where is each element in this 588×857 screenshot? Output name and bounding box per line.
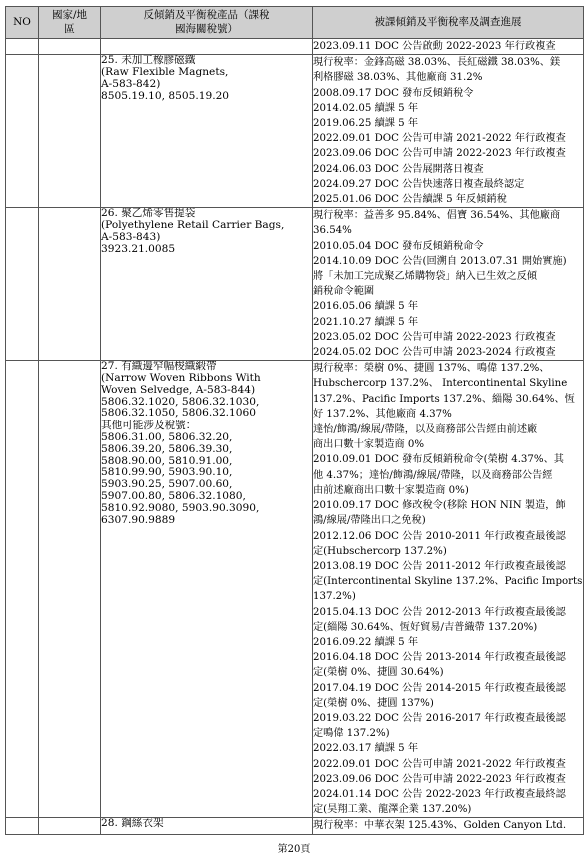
product-cell: [101, 818, 313, 834]
progress-line: 2014.02.05 續課 5 年: [313, 102, 419, 114]
progress-line: 2010.09.17 DOC 修改稅令(移除 HON NIN 製造，飾: [313, 500, 566, 512]
product-line: 8505.19.10, 8505.19.20: [101, 90, 230, 102]
progress-line: 定(Hubschercorp 137.2%): [313, 545, 447, 557]
table-row-case-28: [6, 818, 584, 834]
header-no: NO: [6, 7, 39, 39]
progress-line: 定(榮樹 0%、捷圓 137%): [313, 697, 434, 709]
progress-line: 現行稅率：益善多 95.84%、倡寶 36.54%、其他廠商: [313, 210, 561, 222]
progress-line: 定(榮樹 0%、捷圓 30.64%): [313, 667, 444, 679]
progress-line: 137.2%、Pacific Imports 137.2%、緇陽 30.64%、恆: [313, 393, 575, 405]
product-cell: [101, 55, 313, 208]
progress-line: 他 4.37%；達怡/飾鴻/線展/帶隆，以及商務部公告經: [313, 469, 553, 481]
progress-line: Hubschercorp 137.2%、 Intercontinental Skyline: [313, 378, 568, 390]
product-line: 其他可能涉及稅號：: [101, 420, 197, 432]
product-line: 5810.92.9080, 5903.90.3090,: [101, 502, 260, 514]
progress-line: 36.54%: [313, 225, 352, 237]
table-header-row: [6, 7, 584, 39]
progress-line: 利格膠磁 38.03%、其他廠商 31.2%: [313, 72, 483, 84]
progress-line: 2023.09.06 DOC 公告可申請 2022-2023 年行政複查: [313, 148, 566, 160]
progress-line: 2019.03.22 DOC 公告 2016-2017 年行政複查最後認: [313, 712, 566, 724]
progress-line: 定(緇陽 30.64%、恆好貿易/吉普織帶 137.20%): [313, 621, 538, 633]
product-line: 5903.90.25, 5907.00.60,: [101, 479, 233, 491]
product-line: 28. 鋼絲衣架: [101, 818, 164, 830]
product-line: A-583-842): [101, 78, 161, 90]
product-line: (Polyethylene Retail Carrier Bags,: [101, 220, 285, 232]
progress-line: 2024.01.14 DOC 公告 2022-2023 年行政複查最終認: [313, 788, 566, 800]
anti-dumping-table: [5, 6, 584, 835]
progress-line: 2008.09.17 DOC 發布反傾銷稅令: [313, 87, 474, 99]
progress-line: 2019.06.25 續課 5 年: [313, 118, 419, 130]
progress-line: 2023.09.11 DOC 公告啟動 2022-2023 年行政複查: [313, 41, 556, 52]
progress-line: 定(Intercontinental Skyline 137.2%、Pacific Imports: [313, 576, 583, 588]
progress-line: 2023.05.02 DOC 公告可申請 2022-2023 行政複查: [313, 331, 556, 343]
progress-line: 2016.09.22 續課 5 年: [313, 636, 419, 648]
progress-line: 定(昊翔工業、龍澤企業 137.20%): [313, 804, 472, 816]
product-cell: [101, 208, 313, 361]
table-row-case-25: [6, 55, 584, 208]
table-row-case-26: [6, 208, 584, 361]
progress-line: 2022.09.01 DOC 公告可申請 2021-2022 年行政複查: [313, 758, 566, 770]
progress-line: 2010.05.04 DOC 發布反傾銷稅命令: [313, 240, 484, 252]
product-line: Woven Selvedge, A-583-844): [101, 384, 256, 396]
progress-line: 2021.10.27 續課 5 年: [313, 316, 419, 328]
progress-line: 現行稅率：榮樹 0%、捷圓 137%、鳴偉 137.2%、: [313, 363, 550, 375]
product-line: 3923.21.0085: [101, 243, 176, 255]
progress-line: 2025.01.06 DOC 公告續課 5 年反傾銷稅: [313, 194, 507, 206]
product-line: 5806.39.20, 5806.39.30,: [101, 443, 233, 455]
table-row-case-27: [6, 361, 584, 818]
progress-line: 鴻/線展/帶隆出口之免稅): [313, 515, 426, 527]
progress-line: 2012.12.06 DOC 公告 2010-2011 年行政複查最後認: [313, 530, 566, 542]
progress-line: 2016.05.06 續課 5 年: [313, 301, 419, 313]
product-line: 27. 有織邊窄幅梭織緞帶: [101, 361, 217, 373]
progress-line: 2024.05.02 DOC 公告可申請 2023-2024 行政複查: [313, 347, 556, 359]
progress-line: 2024.06.03 DOC 公告展開落日複查: [313, 163, 484, 175]
progress-cell: [313, 361, 584, 818]
progress-line: 2014.10.09 DOC 公告(回溯自 2013.07.31 開始實施): [313, 255, 567, 267]
page-number: 第20頁: [277, 844, 311, 855]
progress-line: 2013.08.19 DOC 公告 2011-2012 年行政複查最後認: [313, 560, 566, 572]
product-line: 25. 未加工橡膠磁鐵: [101, 55, 196, 67]
header-country: 國家/地區: [39, 7, 101, 39]
progress-line: 商出口數十家製造商 0%: [313, 439, 425, 451]
progress-line: 好 137.2%、其他廠商 4.37%: [313, 408, 452, 420]
progress-cell: [313, 818, 584, 834]
progress-cell: [313, 208, 584, 361]
product-line: 26. 聚乙烯零售提袋: [101, 208, 196, 220]
progress-line: 2010.09.01 DOC 發布反傾銷稅命令(榮樹 4.37%、其: [313, 454, 564, 466]
progress-line: 2022.03.17 續課 5 年: [313, 743, 419, 755]
product-line: 5806.32.1020, 5806.32.1030,: [101, 396, 260, 408]
progress-line: 2016.04.18 DOC 公告 2013-2014 年行政複查最後認: [313, 652, 566, 664]
progress-line: 2022.09.01 DOC 公告可申請 2021-2022 年行政複查: [313, 133, 566, 145]
product-line: (Raw Flexible Magnets,: [101, 67, 229, 78]
progress-cell: [313, 55, 584, 208]
product-line: A-583-843): [101, 231, 161, 243]
progress-line: 現行稅率：中華衣架 125.43%、Golden Canyon Ltd.: [313, 820, 567, 832]
product-cell: [101, 361, 313, 818]
progress-line: 2024.09.27 DOC 公告快速落日複查最終認定: [313, 178, 525, 190]
progress-line: 現行稅率：金鋒高磁 38.03%、長紅磁鐵 38.03%、鎂: [313, 57, 561, 69]
progress-line: 定鳴偉 137.2%): [313, 728, 390, 740]
progress-line: 2017.04.19 DOC 公告 2014-2015 年行政複查最後認: [313, 682, 566, 694]
table-row-continuation: [6, 39, 584, 55]
product-line: 5808.90.00, 5810.91.00,: [101, 455, 233, 467]
progress-line: 由前述廠商出口數十家製造商 0%): [313, 484, 469, 496]
product-line: 5810.99.90, 5903.90.10,: [101, 467, 233, 479]
progress-line: 2015.04.13 DOC 公告 2012-2013 年行政複查最後認: [313, 606, 566, 618]
header-progress: 被課傾銷及平衡稅率及調查進展: [313, 7, 584, 39]
progress-line: 2023.09.06 DOC 公告可申請 2022-2023 年行政複查: [313, 773, 566, 785]
progress-line: 銷稅命令範圍: [313, 286, 375, 298]
product-line: 5806.31.00, 5806.32.20,: [101, 432, 233, 444]
progress-line: 達怡/飾鴻/線展/帶隆，以及商務部公告經由前述廠: [313, 424, 538, 436]
progress-line: 137.2%): [313, 591, 356, 603]
product-line: 5806.32.1050, 5806.32.1060: [101, 408, 257, 420]
product-line: 6307.90.9889: [101, 514, 176, 526]
header-product: 反傾銷及平衡稅產品（課稅國海關稅號）: [101, 7, 313, 39]
progress-line: 將「未加工完成聚乙烯購物袋」納入已生效之反傾: [313, 271, 538, 283]
product-line: 5907.00.80, 5806.32.1080,: [101, 491, 246, 503]
product-line: (Narrow Woven Ribbons With: [101, 373, 261, 385]
